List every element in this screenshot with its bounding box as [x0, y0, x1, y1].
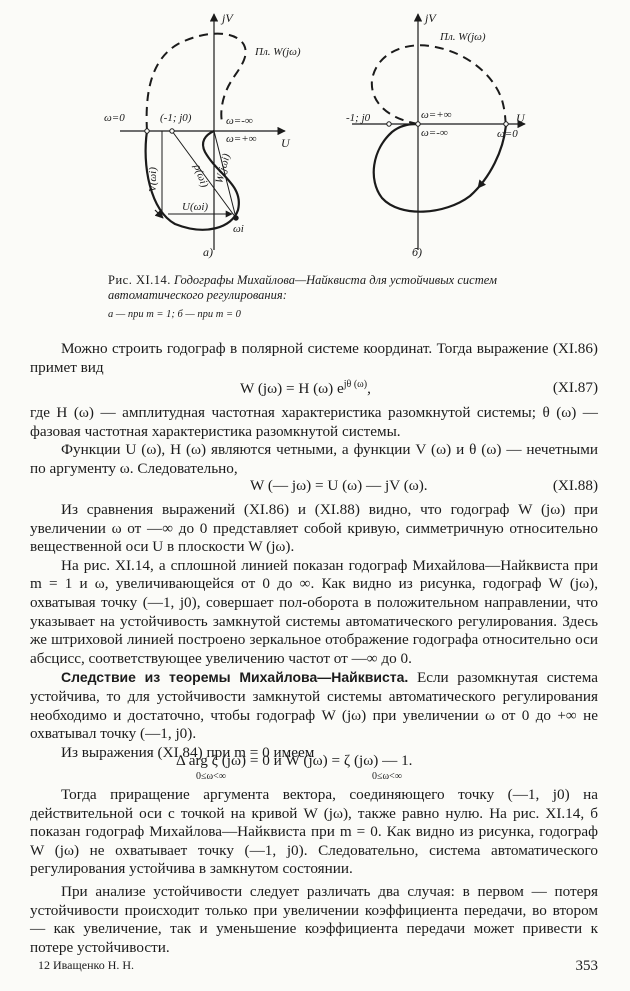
caption-sub: а — при m = 1; б — при m = 0 [108, 309, 241, 320]
figure-caption [108, 273, 578, 303]
label-rho-a: ρ(ωi) [191, 162, 211, 190]
eq88-body: W (— jω) = U (ω) — jV (ω). [250, 477, 428, 494]
eq87-body: W (jω) = H (ω) e [240, 380, 344, 398]
point-origin-b [416, 122, 420, 126]
label-omega-plus-inf-b: ω=+∞ [421, 109, 452, 121]
label-omega-i-a: ωi [233, 223, 244, 235]
caption-prefix: Рис. XI.14. [108, 273, 171, 287]
paragraph-3: Функции U (ω), H (ω) являются четными, а функции V (ω) и θ (ω) — нечетными по аргументу ω. Следовательно, [30, 441, 598, 477]
label-panel-b: б) [412, 245, 423, 259]
eq87-sup: jθ (ω) [343, 379, 368, 390]
label-jv-b: jV [425, 11, 436, 25]
label-omega-plus-inf-a: ω=+∞ [226, 133, 257, 145]
paragraph-8-block [30, 786, 598, 957]
eq88-number: (XI.88) [552, 477, 598, 494]
eq-arg-body: Δ arg ζ (jω) = 0 и W (jω) = ζ (jω) — 1. [176, 752, 413, 769]
paragraph-6-bold: Следствие из теоремы Михайлова—Найквиста. [61, 669, 409, 686]
hodograph-arrow-b [478, 178, 486, 188]
label-u-b: U [516, 111, 525, 125]
page-number: 353 [575, 958, 598, 974]
paragraph-1: Можно строить годограф в полярной системе координат. Тогда выражение (XI.86) примет вид [30, 340, 598, 376]
figure-xi-14 [0, 0, 630, 270]
paragraph-9: При анализе устойчивости следует различать два случая: в первом — потеря устойчивости происходит только при увеличении коэффициента передачи, во втором — как увеличение, так и уменьшение коэффициента передачи может привести к потере устойчивости. [30, 882, 598, 956]
label-v-omega-a: V(ωi) [147, 167, 159, 192]
eq87-tail: , [367, 380, 371, 398]
paragraph-7: Из выражения (XI.84) при m = 0 имеем [61, 743, 315, 761]
point-omega-zero-a [145, 129, 149, 133]
eq87-number: (XI.87) [552, 379, 598, 396]
caption-text: Годографы Михайлова—Найквиста для устойчивых систем автоматического регулирования: [108, 273, 497, 302]
paragraph-8: Тогда приращение аргумента вектора, соединяющего точку (—1, j0) на действительной оси с точкой на кривой W (jω), также равно нулю. На рис. XI.14, б показан годограф Михайлова—Найквиста при m = 0. Как видно из рисунка, годограф W (jω) не охватывает точку (—1, j0). Следовательно, система автоматического регулирования устойчива в замкнутом состоянии. [30, 786, 598, 878]
paragraph-4: Из сравнения выражений (XI.86) и (XI.88) видно, что годограф W (jω) при увеличении ω от —∞ до 0 представляет собой кривую, симметричную относительно вещественной оси U в плоскости W (jω). [30, 501, 598, 556]
footer-signature: 12 Иващенко Н. Н. [38, 958, 135, 972]
label-jv-a: jV [222, 11, 233, 25]
paragraph-2: где H (ω) — амплитудная частотная характеристика разомкнутой системы; θ (ω) — фазовая частотная характеристика разомкнутой системы. [30, 404, 598, 440]
point-omega-i-a [234, 216, 238, 220]
label-u-a: U [281, 136, 290, 150]
paragraph-4-block [30, 501, 598, 762]
label-plane-a: Пл. W(jω) [255, 46, 301, 58]
paragraph-6 [30, 668, 598, 743]
label-u-omega-a: U(ωi) [182, 201, 209, 213]
label-omega-zero-a: ω=0 [104, 112, 125, 124]
label-omega-minus-inf-a: ω=-∞ [226, 115, 253, 127]
label-omega-minus-inf-b: ω=-∞ [421, 127, 448, 139]
label-plane-b: Пл. W(jω) [440, 31, 486, 43]
paragraph-6-text: Если разомкнутая система устойчива, то для устойчивости замкнутой системы автоматического регулирования необходимо и достаточно, чтобы годограф W (jω) при увеличении ω от 0 до +∞ не охватывал точку (—1, j0). [30, 669, 598, 743]
paragraph-2-block [30, 404, 598, 478]
label-omega-zero-b: ω=0 [497, 128, 518, 140]
point-critical-a [170, 129, 174, 133]
paragraph-1-block [30, 340, 598, 377]
eq-arg-sub-1: 0≤ω<∞ [196, 771, 226, 782]
label-panel-a: а) [203, 245, 213, 259]
eq-arg-sub-2: 0≤ω<∞ [372, 771, 402, 782]
label-critical-a: (-1; j0) [160, 112, 192, 124]
point-critical-b [387, 122, 391, 126]
paragraph-5: На рис. XI.14, а сплошной линией показан годограф Михайлова—Найквиста при m = 1 и ω, увеличивающейся от 0 до ∞. Как видно из рисунка, годограф W (jω), охватывая точку (—1, j0), совершает пол-оборота в положительном направлении, что указывает на устойчивость замкнутой системы автоматического регулирования. Здесь же штриховой линией построено зеркальное отображение годографа относительно оси абсцисс, соответствующее увеличению частот от —∞ до 0. [30, 556, 598, 667]
label-w-omega-a: W(jωi) [213, 152, 233, 185]
point-omega-zero-b [504, 122, 508, 126]
label-critical-b: -1; j0 [346, 112, 371, 124]
